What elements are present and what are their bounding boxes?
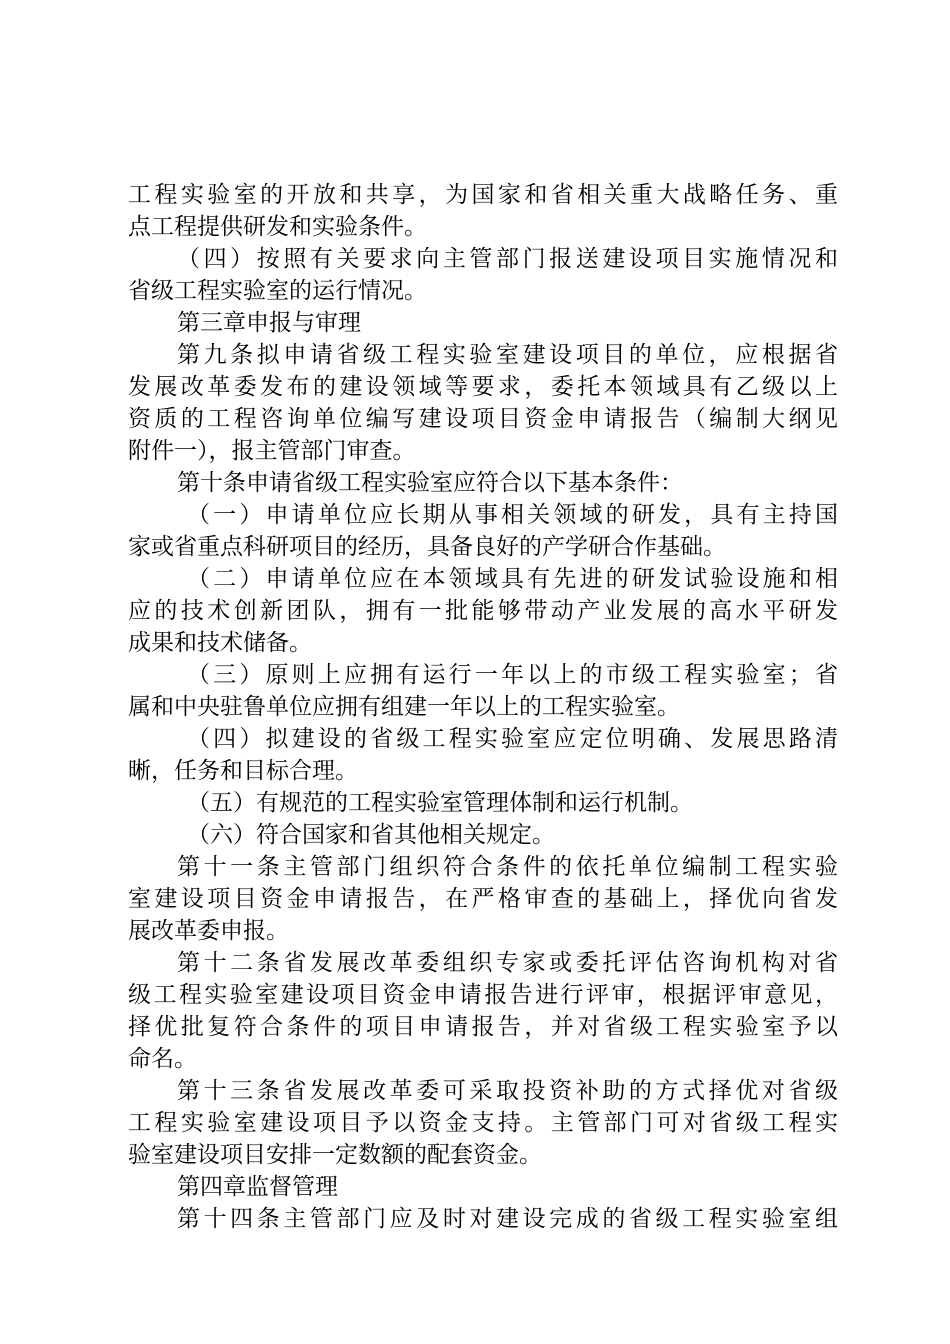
paragraph-line: （一）申请单位应长期从事相关领域的研发，具有主持国 bbox=[187, 502, 838, 528]
paragraph-line: 级工程实验室建设项目资金申请报告进行评审，根据评审意见， bbox=[128, 982, 838, 1008]
paragraph-line: 发展改革委发布的建设领域等要求，委托本领域具有乙级以上 bbox=[128, 374, 838, 400]
paragraph-line: 第十三条省发展改革委可采取投资补助的方式择优对省级 bbox=[177, 1078, 838, 1104]
paragraph-line: （四）按照有关要求向主管部门报送建设项目实施情况和 bbox=[177, 246, 838, 272]
paragraph-line: 属和中央驻鲁单位应拥有组建一年以上的工程实验室。 bbox=[128, 694, 680, 720]
chapter-heading: 第四章监督管理 bbox=[177, 1174, 338, 1200]
paragraph-line: 第九条拟申请省级工程实验室建设项目的单位，应根据省 bbox=[177, 342, 838, 368]
paragraph-line: 工程实验室建设项目予以资金支持。主管部门可对省级工程实 bbox=[128, 1110, 838, 1136]
paragraph-line: 验室建设项目安排一定数额的配套资金。 bbox=[128, 1142, 542, 1168]
paragraph-line: （四）拟建设的省级工程实验室应定位明确、发展思路清 bbox=[187, 726, 838, 752]
paragraph-line: 第十二条省发展改革委组织专家或委托评估咨询机构对省 bbox=[177, 950, 838, 976]
paragraph-line: 工程实验室的开放和共享，为国家和省相关重大战略任务、重 bbox=[128, 182, 838, 208]
paragraph-line: 晰，任务和目标合理。 bbox=[128, 758, 358, 784]
paragraph-line: 点工程提供研发和实验条件。 bbox=[128, 214, 427, 240]
paragraph-line: 资质的工程咨询单位编写建设项目资金申请报告（编制大纲见 bbox=[128, 406, 838, 432]
paragraph-line: （三）原则上应拥有运行一年以上的市级工程实验室；省 bbox=[187, 662, 838, 688]
paragraph-line: 应的技术创新团队，拥有一批能够带动产业发展的高水平研发 bbox=[128, 598, 838, 624]
paragraph-line: 命名。 bbox=[128, 1046, 197, 1072]
paragraph-line: （五）有规范的工程实验室管理体制和运行机制。 bbox=[187, 790, 693, 816]
paragraph-line: （六）符合国家和省其他相关规定。 bbox=[187, 822, 555, 848]
paragraph-line: 第十四条主管部门应及时对建设完成的省级工程实验室组 bbox=[177, 1206, 838, 1232]
paragraph-line: 成果和技术储备。 bbox=[128, 630, 312, 656]
paragraph-line: 省级工程实验室的运行情况。 bbox=[128, 278, 427, 304]
paragraph-line: 附件一），报主管部门审查。 bbox=[128, 438, 416, 464]
paragraph-line: 家或省重点科研项目的经历，具备良好的产学研合作基础。 bbox=[128, 534, 726, 560]
paragraph-line: 择优批复符合条件的项目申请报告，并对省级工程实验室予以 bbox=[128, 1014, 838, 1040]
paragraph-line: 室建设项目资金申请报告，在严格审查的基础上，择优向省发 bbox=[128, 886, 838, 912]
chapter-heading: 第三章申报与审理 bbox=[177, 310, 361, 336]
paragraph-line: 展改革委申报。 bbox=[128, 918, 289, 944]
paragraph-line: （二）申请单位应在本领域具有先进的研发试验设施和相 bbox=[187, 566, 838, 592]
paragraph-line: 第十一条主管部门组织符合条件的依托单位编制工程实验 bbox=[177, 854, 838, 880]
paragraph-line: 第十条申请省级工程实验室应符合以下基本条件： bbox=[177, 470, 683, 496]
